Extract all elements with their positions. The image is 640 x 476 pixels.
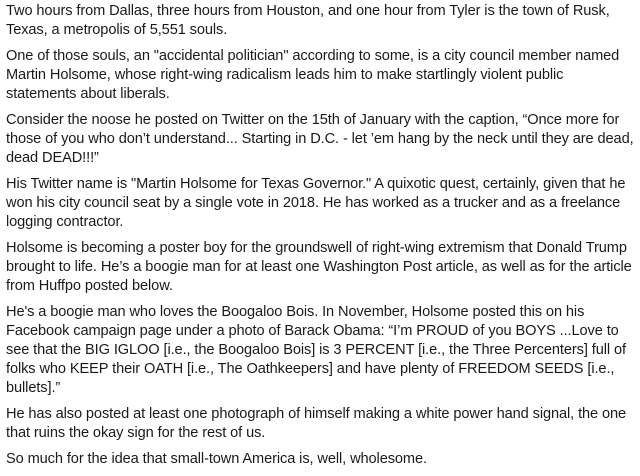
paragraph-poster-boy: Holsome is becoming a poster boy for the groundswell of right-wing extremism that Donald Trump brought to life. He’s a boogie man for at least one Washington Post article, as well as for the article from Huffpo posted below. [6, 240, 632, 294]
paragraph-closing: So much for the idea that small-town America is, well, wholesome. [6, 451, 427, 467]
paragraph-twitter-name: His Twitter name is "Martin Holsome for Texas Governor." A quixotic quest, certainly, given that he won his city council seat by a single vote in 2018. He has worked as a trucker and as a freelance logging contractor. [6, 176, 626, 230]
article-body [6, 2, 636, 476]
paragraph-hand-signal: He has also posted at least one photograph of himself making a white power hand signal, the one that ruins the okay sign for the rest of us. [6, 406, 627, 441]
paragraph-boogaloo: He's a boogie man who loves the Boogaloo Bois. In November, Holsome posted this on his Facebook campaign page under a photo of Barack Obama: “I’m PROUD of you BOYS ...Love to see that the BIG IGLOO [i.e., the Boogaloo Bois] is 3 PERCENT [i.e., the Three Percenters] full of folks who KEEP their OATH [i.e., The Oathkeepers] and have plenty of FREEDOM SEEDS [i.e., bullets].” [6, 304, 626, 396]
paragraph-noose-post: Consider the noose he posted on Twitter on the 15th of January with the caption, “Once more for those of you who don’t understand... Starting in D.C. - let ’em hang by the neck until they are dead, dead DEAD!!!” [6, 112, 634, 166]
paragraph-holsome-intro: One of those souls, an "accidental politician" according to some, is a city council member named Martin Holsome, whose right-wing radicalism leads him to make startlingly violent public statements about liberals. [6, 48, 620, 102]
paragraph-intro: Two hours from Dallas, three hours from Houston, and one hour from Tyler is the town of Rusk, Texas, a metropolis of 5,551 souls. [6, 3, 610, 38]
